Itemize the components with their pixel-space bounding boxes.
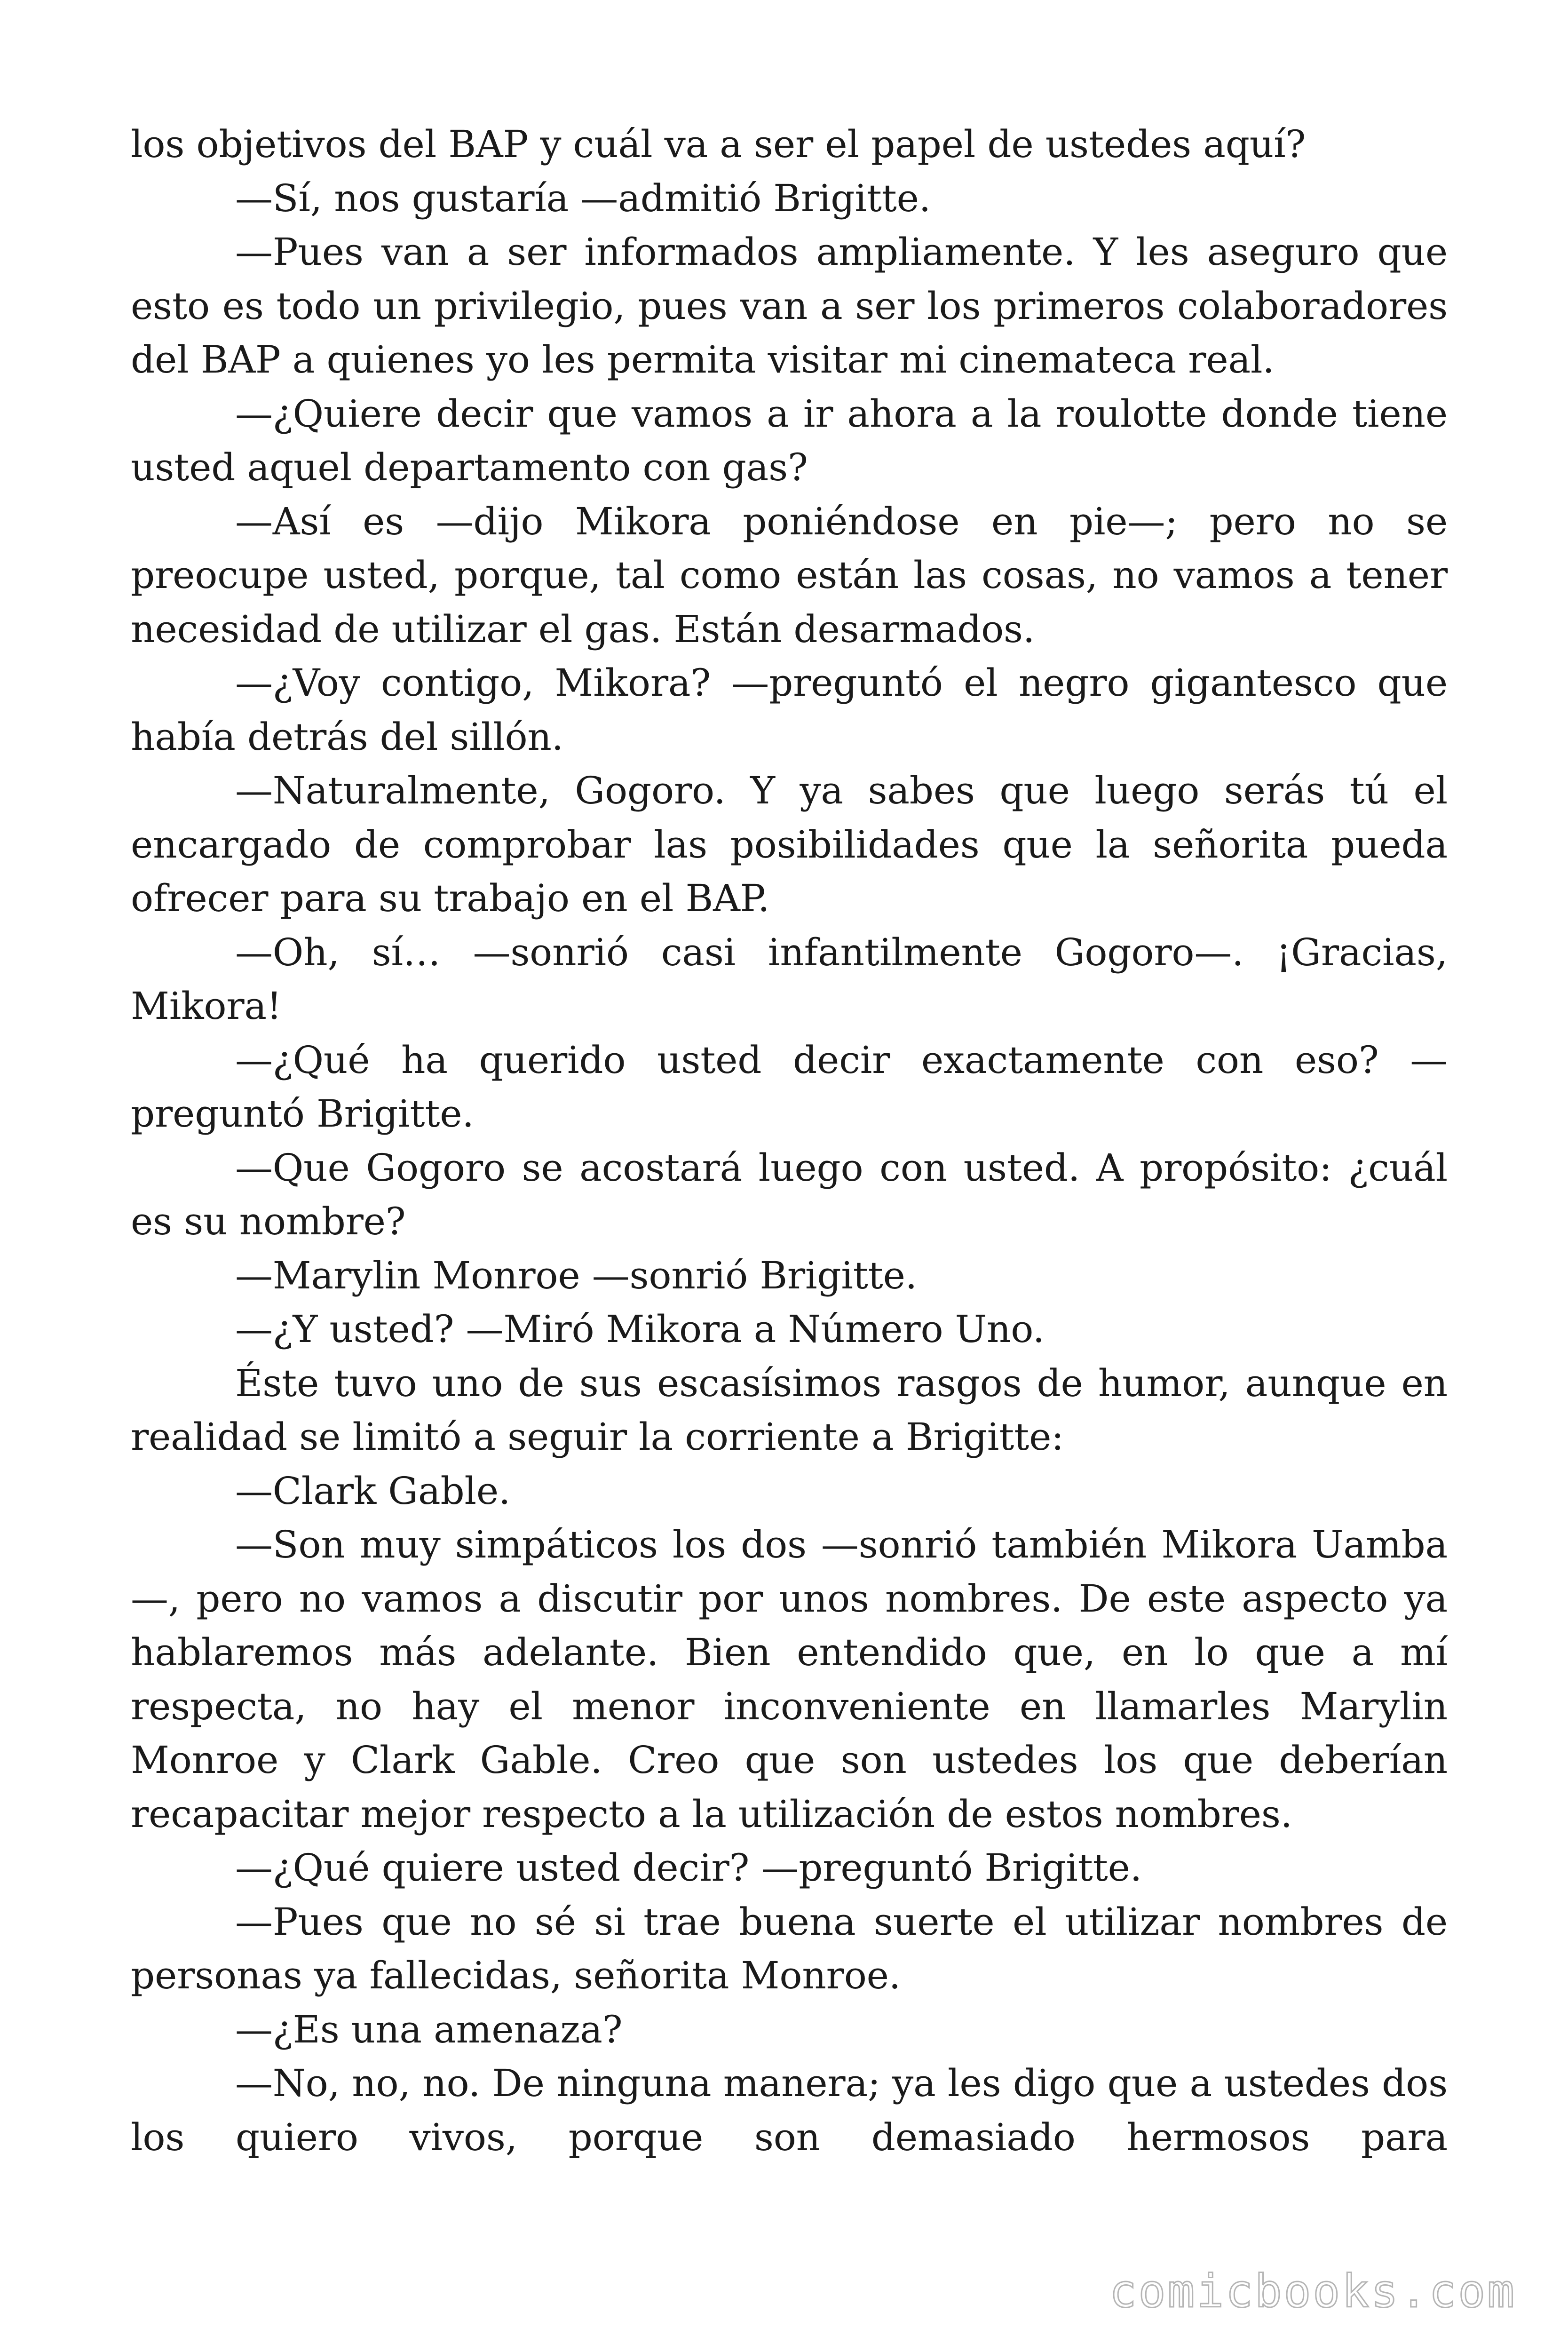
paragraph-2: —Sí, nos gustaría —admitió Brigitte. <box>235 176 931 220</box>
paragraph-9: —¿Qué ha querido usted decir exactamente con eso? —preguntó Brigitte. <box>131 1038 1448 1136</box>
paragraph-4: —¿Quiere decir que vamos a ir ahora a la roulotte donde tiene usted aquel departamento con gas? <box>131 391 1448 489</box>
paragraph-19: —No, no, no. De ninguna manera; ya les digo que a ustedes dos los quiero vivos, porque son demasiado hermosos para <box>131 2061 1448 2159</box>
paragraph-7: —Naturalmente, Gogoro. Y ya sabes que luego serás tú el encargado de comprobar las posibilidades que la señorita pueda ofrecer para su trabajo en el BAP. <box>131 769 1448 920</box>
page-body <box>131 118 1448 2164</box>
paragraph-6: —¿Voy contigo, Mikora? —preguntó el negro gigantesco que había detrás del sillón. <box>131 661 1448 759</box>
paragraph-10: —Que Gogoro se acostará luego con usted. A propósito: ¿cuál es su nombre? <box>131 1145 1448 1243</box>
paragraph-18: —¿Es una amenaza? <box>235 2007 623 2051</box>
paragraph-16: —¿Qué quiere usted decir? —preguntó Brigitte. <box>235 1846 1142 1890</box>
paragraph-13: Éste tuvo uno de sus escasísimos rasgos de humor, aunque en realidad se limitó a seguir la corriente a Brigitte: <box>131 1361 1448 1459</box>
paragraph-11: —Marylin Monroe —sonrió Brigitte. <box>235 1253 918 1297</box>
paragraph-3: —Pues van a ser informados ampliamente. Y les aseguro que esto es todo un privilegio, pues van a ser los primeros colaboradores del BAP a quienes yo les permita visitar mi cinemateca real. <box>131 230 1448 381</box>
paragraph-1: los objetivos del BAP y cuál va a ser el papel de ustedes aquí? <box>131 122 1306 166</box>
watermark-text: comicbooks.com <box>1109 2265 1516 2318</box>
paragraph-17: —Pues que no sé si trae buena suerte el utilizar nombres de personas ya fallecidas, señorita Monroe. <box>131 1899 1448 1997</box>
paragraph-15: —Son muy simpáticos los dos —sonrió también Mikora Uamba —, pero no vamos a discutir por unos nombres. De este aspecto ya hablaremos más adelante. Bien entendido que, en lo que a mí respecta, no hay el menor inconveniente en llamarles Marylin Monroe y Clark Gable. Creo que son ustedes los que deberían recapacitar mejor respecto a la utilización de estos nombres. <box>131 1523 1448 1836</box>
paragraph-14: —Clark Gable. <box>235 1469 511 1513</box>
paragraph-12: —¿Y usted? —Miró Mikora a Número Uno. <box>235 1307 1045 1351</box>
paragraph-5: —Así es —dijo Mikora poniéndose en pie—; pero no se preocupe usted, porque, tal como están las cosas, no vamos a tener necesidad de utilizar el gas. Están desarmados. <box>131 499 1448 651</box>
paragraph-8: —Oh, sí… —sonrió casi infantilmente Gogoro—. ¡Gracias, Mikora! <box>131 930 1448 1028</box>
